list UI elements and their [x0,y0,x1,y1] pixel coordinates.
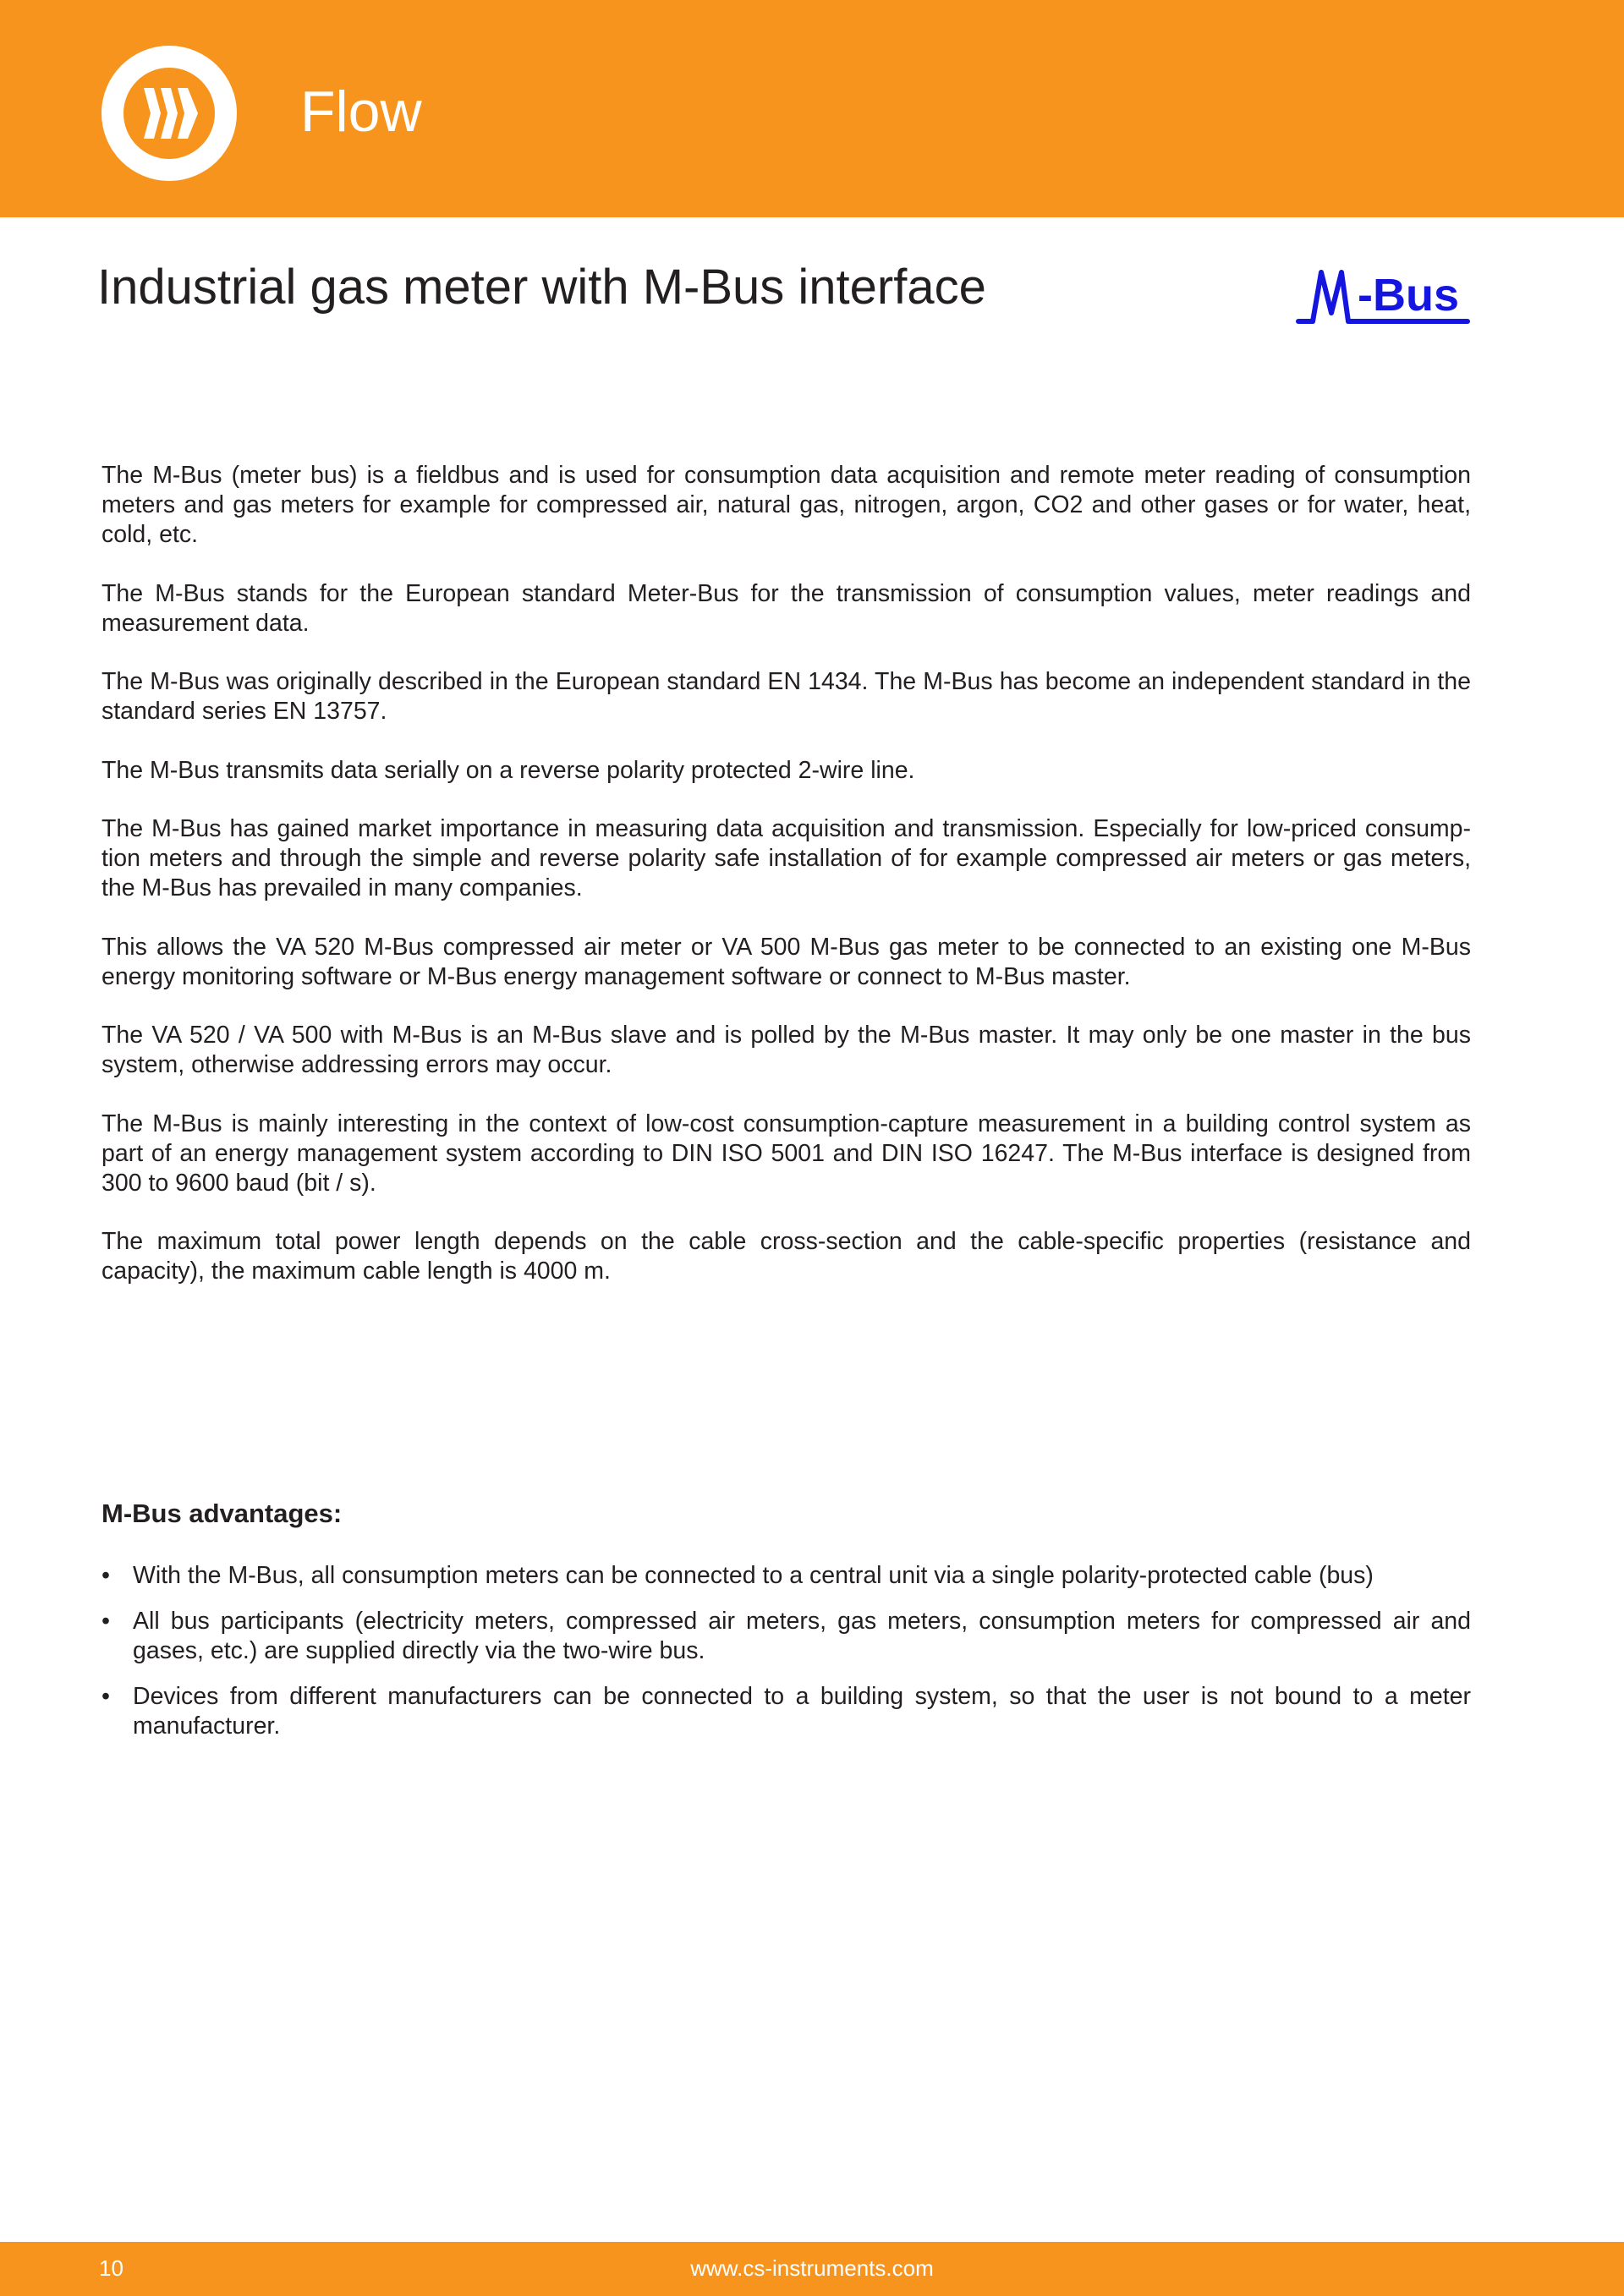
page-number: 10 [99,2255,123,2281]
body-text [102,461,1471,1316]
bullet-icon: • [102,1562,110,1589]
list-item [102,1682,1471,1741]
mbus-logo-text: -Bus [1358,270,1459,321]
page-title: Industrial gas meter with M-Bus interface [97,260,986,315]
paragraph: The M-Bus was originally described in the European standard EN 1434. The M-Bus has become an independent standard in the standard series EN 13757. [102,668,1471,725]
advantages-list [102,1561,1471,1757]
list-item-text: Devices from different manufacturers can be connected to a building system, so that the user is not bound to a meter manufacturer. [133,1683,1471,1740]
flow-logo [102,46,237,181]
mbus-wave-icon [1294,264,1472,327]
bullet-icon: • [102,1683,110,1710]
mbus-logo [1294,264,1472,327]
paragraph: This allows the VA 520 M-Bus compressed air meter or VA 500 M-Bus gas meter to be connected to an existing one M-Bus energy monitoring software or M-Bus energy management software or connect to M-Bus master. [102,933,1471,990]
paragraph: The M-Bus (meter bus) is a fieldbus and is used for consumption data acquisition and remote meter reading of consumption meters and gas meters for example for compressed air, natural gas, nitrogen, argon, CO2 and other gases or for water, heat, cold, etc. [102,462,1471,548]
list-item [102,1607,1471,1666]
bullet-icon: • [102,1608,110,1635]
list-item-text: All bus participants (electricity meters, compressed air meters, gas meters, consumption meters for compressed air and gases, etc.) are supplied directly via the two-wire bus. [133,1608,1471,1664]
flow-chevrons-icon [102,46,237,181]
paragraph: The M-Bus transmits data serially on a reverse polarity protected 2-wire line. [102,756,915,784]
list-item-text: With the M-Bus, all consumption meters can be connected to a central unit via a single polarity-protected cable (bus) [133,1562,1374,1589]
paragraph: The VA 520 / VA 500 with M-Bus is an M-Bus slave and is polled by the M-Bus master. It may only be one master in the bus system, otherwise addressing errors may occur. [102,1022,1471,1078]
page-footer [0,2242,1624,2296]
paragraph: The M-Bus has gained market importance in measuring data acquisition and transmission. Especially for low-priced consump-tion meters and through the simple and reverse polarity safe installation of for example compressed air meters or gas meters, the M-Bus has prevailed in many companies. [102,815,1471,901]
advantages-heading: M-Bus advantages: [102,1499,343,1528]
paragraph: The M-Bus is mainly interesting in the context of low-cost consumption-capture measurement in a building control system as part of an energy management system according to DIN ISO 5001 and DIN ISO 16247. The M-Bus interface is designed from 300 to 9600 baud (bit / s). [102,1110,1471,1197]
footer-url: www.cs-instruments.com [690,2255,934,2281]
paragraph: The M-Bus stands for the European standard Meter-Bus for the transmission of consumption values, meter readings and measurement data. [102,579,1471,637]
list-item [102,1561,1471,1591]
page-header [0,0,1624,217]
section-title: Flow [300,79,422,144]
paragraph: The maximum total power length depends on the cable cross-section and the cable-specific properties (resistance and capacity), the maximum cable length is 4000 m. [102,1228,1471,1285]
